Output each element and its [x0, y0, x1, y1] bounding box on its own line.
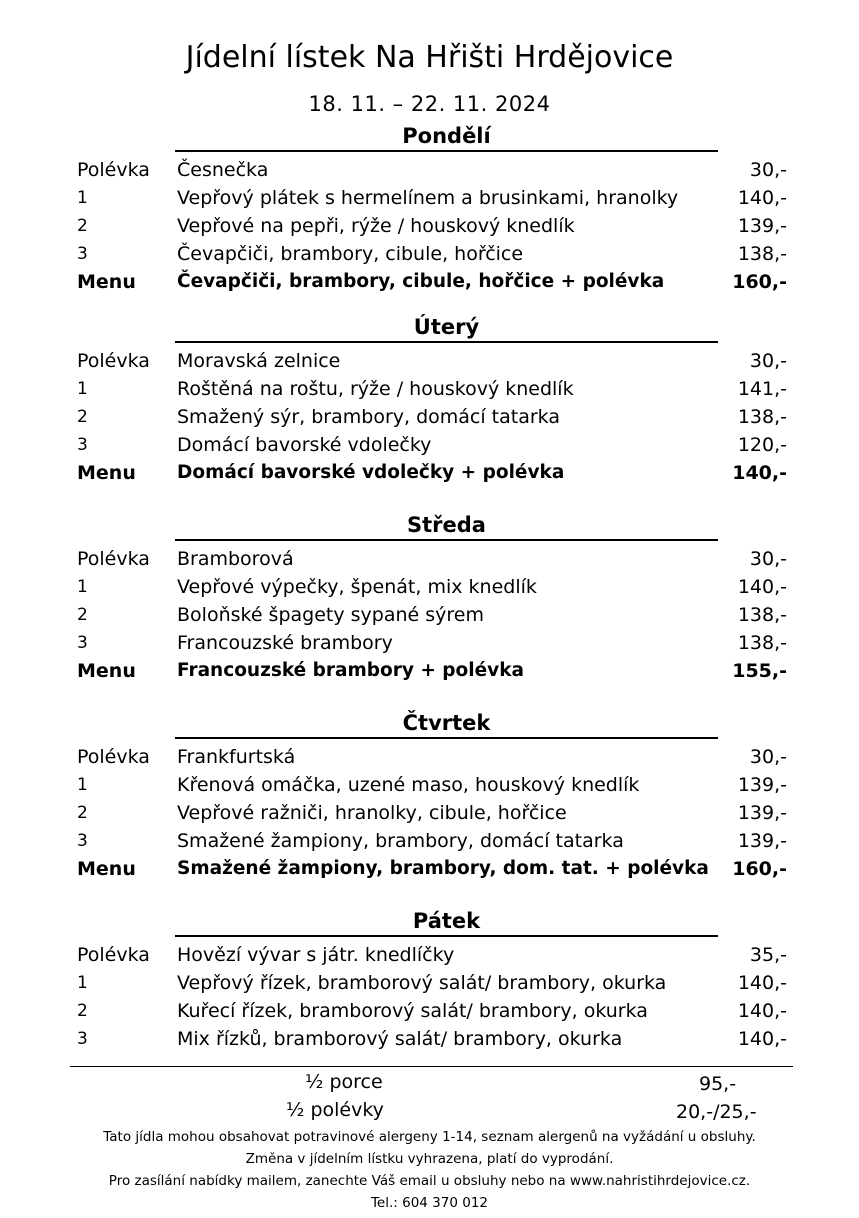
row-label: 2 [77, 605, 88, 625]
menu-row [0, 268, 859, 296]
dish-price: 138,- [737, 632, 787, 654]
dish-row [0, 1025, 859, 1053]
dish-name: Čevapčiči, brambory, cibule, hořčice [177, 243, 524, 265]
row-label: Polévka [77, 746, 150, 768]
day-heading: Úterý [175, 313, 718, 343]
half-soup-price: 20,-/25,- [676, 1101, 757, 1123]
change-note: Změna v jídelním lístku vyhrazena, platí do vyprodání. [245, 1151, 614, 1167]
row-label: 2 [77, 1001, 88, 1021]
row-label: Menu [77, 858, 136, 880]
dish-price: 155,- [732, 660, 787, 682]
phone-note: Tel.: 604 370 012 [370, 1195, 489, 1211]
row-label: 3 [77, 831, 88, 851]
menu-title: Jídelní lístek Na Hřišti Hrdějovice [185, 40, 674, 75]
dish-name: Křenová omáčka, uzené maso, houskový knedlík [177, 774, 640, 796]
dish-price: 140,- [737, 972, 787, 994]
day-heading: Pátek [175, 907, 718, 937]
row-label: Polévka [77, 548, 150, 570]
dish-name: Francouzské brambory + polévka [177, 660, 524, 681]
dish-price: 139,- [737, 774, 787, 796]
email-note: Pro zasílání nabídky mailem, zanechte Váš email u obsluhy nebo na www.nahristihrdejovice.cz. [108, 1173, 751, 1189]
menu-row [0, 657, 859, 685]
dish-row [0, 743, 859, 771]
dish-name: Vepřové výpečky, špenát, mix knedlík [177, 576, 537, 598]
dish-row [0, 240, 859, 268]
dish-price: 140,- [737, 1028, 787, 1050]
footer-notes [0, 1126, 859, 1214]
row-label: 1 [77, 188, 88, 208]
row-label: 1 [77, 379, 88, 399]
dish-name: Frankfurtská [177, 746, 296, 768]
row-label: 2 [77, 216, 88, 236]
dish-row [0, 969, 859, 997]
dish-name: Domácí bavorské vdolečky + polévka [177, 462, 565, 483]
row-label: 2 [77, 803, 88, 823]
dish-row [0, 771, 859, 799]
dish-row [0, 156, 859, 184]
dish-name: Hovězí vývar s játr. knedlíčky [177, 944, 455, 966]
dish-row [0, 431, 859, 459]
dish-price: 140,- [737, 576, 787, 598]
row-label: 3 [77, 244, 88, 264]
footer-divider [70, 1066, 793, 1067]
dish-row [0, 212, 859, 240]
dish-price: 160,- [732, 271, 787, 293]
dish-row [0, 997, 859, 1025]
day-heading: Pondělí [175, 122, 718, 152]
dish-price: 120,- [737, 434, 787, 456]
dish-price: 138,- [737, 406, 787, 428]
dish-price: 139,- [737, 215, 787, 237]
dish-price: 30,- [749, 746, 787, 768]
row-label: Polévka [77, 159, 150, 181]
dish-price: 140,- [737, 1000, 787, 1022]
row-label: 1 [77, 973, 88, 993]
dish-row [0, 601, 859, 629]
dish-name: Domácí bavorské vdolečky [177, 434, 432, 456]
dish-row [0, 573, 859, 601]
row-label: Menu [77, 462, 136, 484]
dish-row [0, 827, 859, 855]
dish-price: 138,- [737, 243, 787, 265]
day-heading: Čtvrtek [175, 709, 718, 739]
allergen-note: Tato jídla mohou obsahovat potravinové alergeny 1-14, seznam alergenů na vyžádání u obsluhy. [103, 1129, 756, 1145]
dish-name: Boloňské špagety sypané sýrem [177, 604, 484, 626]
dish-price: 30,- [749, 350, 787, 372]
half-portion-label: ½ porce [305, 1071, 383, 1093]
dish-price: 140,- [737, 187, 787, 209]
menu-row [0, 855, 859, 883]
dish-row [0, 799, 859, 827]
row-label: 1 [77, 775, 88, 795]
dish-row [0, 375, 859, 403]
dish-name: Česnečka [177, 159, 269, 181]
dish-price: 30,- [749, 159, 787, 181]
menu-dates: 18. 11. – 22. 11. 2024 [308, 92, 551, 116]
half-portion-price: 95,- [699, 1073, 737, 1095]
row-label: Menu [77, 660, 136, 682]
dish-row [0, 629, 859, 657]
row-label: 3 [77, 435, 88, 455]
dish-row [0, 941, 859, 969]
dish-price: 140,- [732, 462, 787, 484]
dish-price: 141,- [737, 378, 787, 400]
dish-name: Smažené žampiony, brambory, dom. tat. + polévka [177, 858, 709, 879]
dish-name: Vepřový plátek s hermelínem a brusinkami, hranolky [177, 187, 679, 209]
dish-price: 138,- [737, 604, 787, 626]
dish-name: Vepřové ražniči, hranolky, cibule, hořčice [177, 802, 567, 824]
menu-row [0, 459, 859, 487]
dish-name: Bramborová [177, 548, 294, 570]
dish-name: Mix řízků, bramborový salát/ brambory, okurka [177, 1028, 623, 1050]
dish-row [0, 347, 859, 375]
dish-price: 30,- [749, 548, 787, 570]
dish-name: Smažený sýr, brambory, domácí tatarka [177, 406, 560, 428]
dish-price: 139,- [737, 802, 787, 824]
dish-price: 35,- [749, 944, 787, 966]
dish-row [0, 545, 859, 573]
row-label: Menu [77, 271, 136, 293]
dish-name: Čevapčiči, brambory, cibule, hořčice + polévka [177, 271, 665, 292]
half-soup-label: ½ polévky [286, 1099, 384, 1121]
day-heading: Středa [175, 511, 718, 541]
dish-row [0, 184, 859, 212]
row-label: 1 [77, 577, 88, 597]
dish-row [0, 403, 859, 431]
row-label: 3 [77, 1029, 88, 1049]
dish-name: Kuřecí řízek, bramborový salát/ brambory, okurka [177, 1000, 648, 1022]
dish-name: Smažené žampiony, brambory, domácí tatarka [177, 830, 624, 852]
dish-name: Moravská zelnice [177, 350, 341, 372]
dish-name: Vepřové na pepři, rýže / houskový knedlík [177, 215, 575, 237]
dish-name: Roštěná na roštu, rýže / houskový knedlík [177, 378, 574, 400]
dish-price: 160,- [732, 858, 787, 880]
row-label: 3 [77, 633, 88, 653]
row-label: Polévka [77, 944, 150, 966]
row-label: Polévka [77, 350, 150, 372]
dish-name: Francouzské brambory [177, 632, 393, 654]
dish-name: Vepřový řízek, bramborový salát/ brambory, okurka [177, 972, 667, 994]
dish-price: 139,- [737, 830, 787, 852]
row-label: 2 [77, 407, 88, 427]
